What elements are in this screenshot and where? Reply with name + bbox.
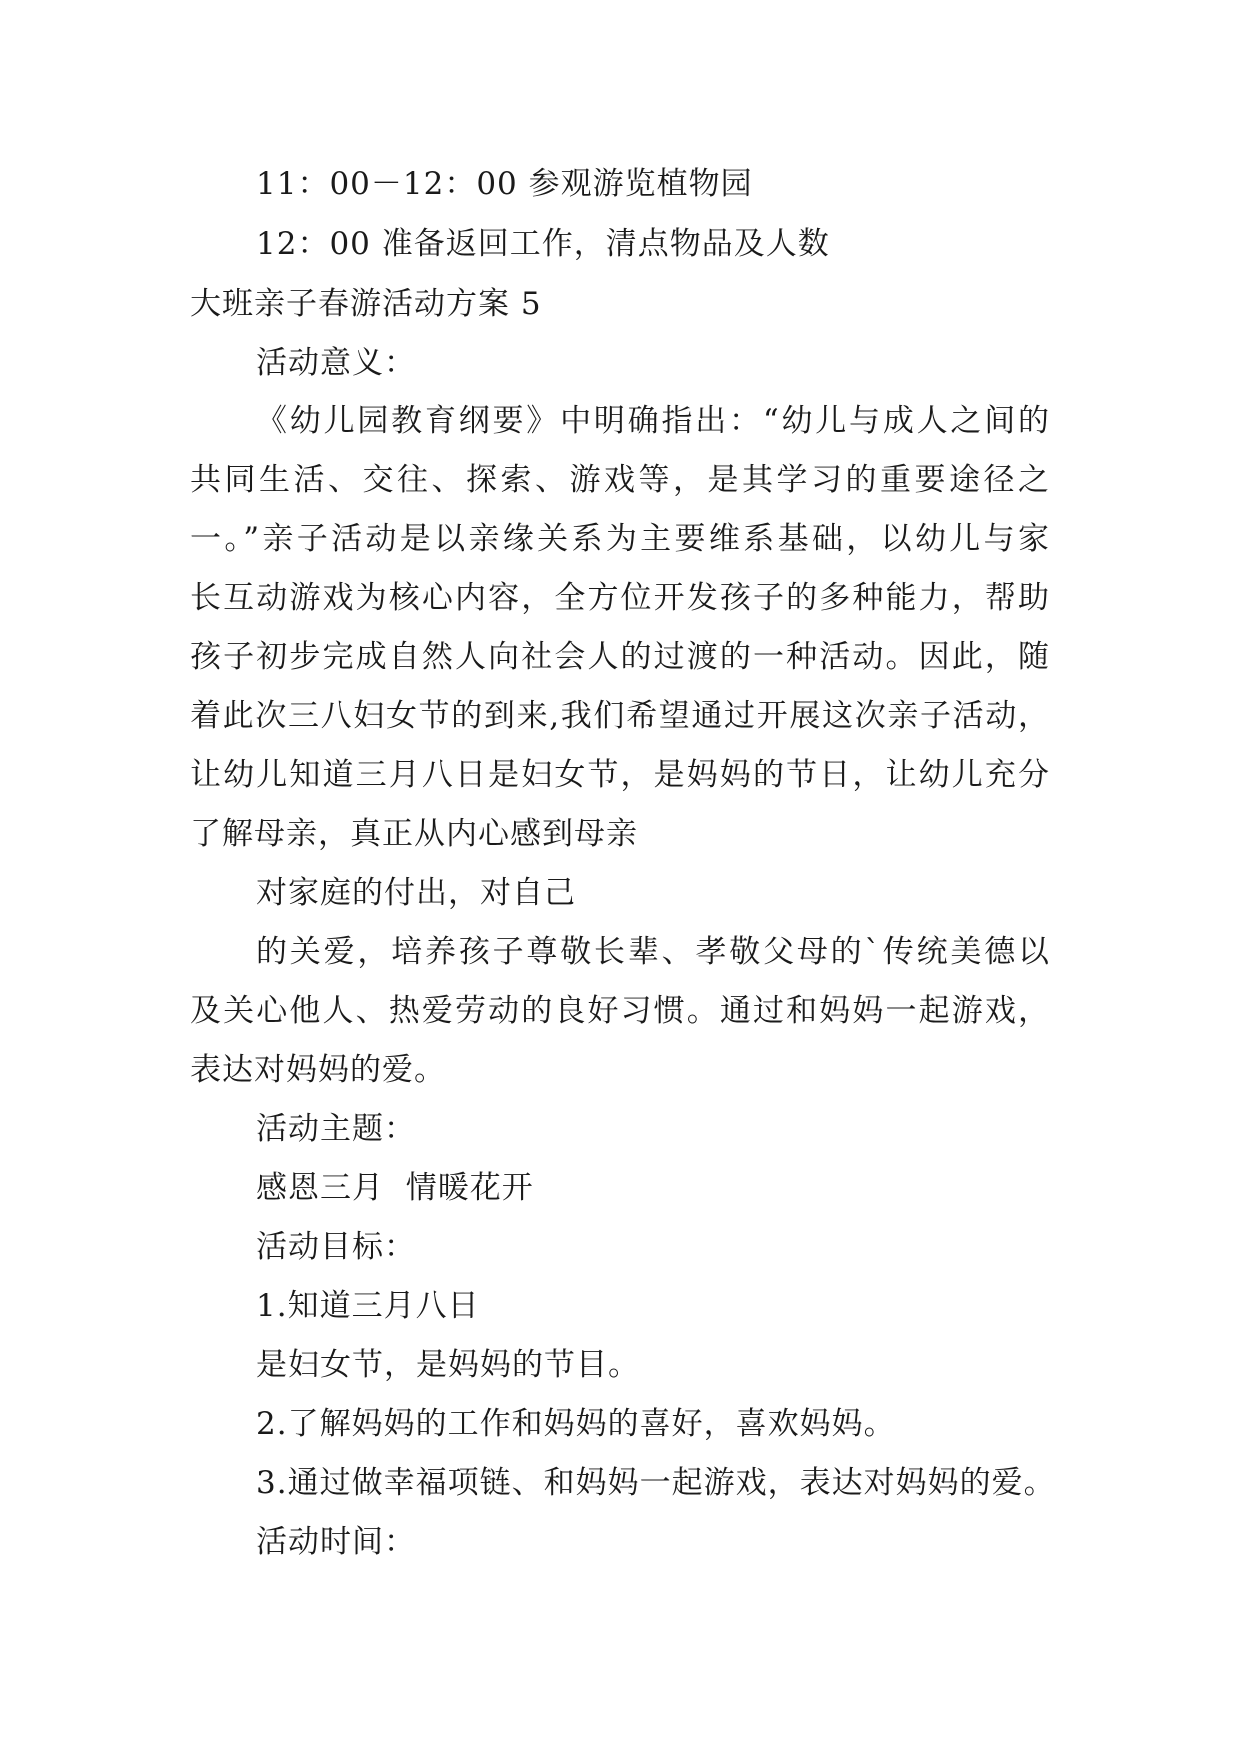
heading-activity-goals: 活动目标：	[256, 1229, 416, 1265]
heading-activity-time: 活动时间：	[256, 1524, 416, 1560]
paragraph-line: 长互动游戏为核心内容，全方位开发孩子的多种能力，帮助	[190, 580, 1050, 616]
goal-item-1a: 1.知道三月八日	[256, 1288, 480, 1324]
paragraph-line: 《幼儿园教育纲要》中明确指出：“幼儿与成人之间的	[256, 403, 1050, 439]
paragraph-line: 让幼儿知道三月八日是妇女节，是妈妈的节日，让幼儿充分	[190, 757, 1050, 793]
goal-item-1b: 是妇女节，是妈妈的节目。	[256, 1347, 640, 1383]
paragraph-line: 及关心他人、热爱劳动的良好习惯。通过和妈妈一起游戏，	[190, 993, 1050, 1029]
goal-item-3: 3.通过做幸福项链、和妈妈一起游戏，表达对妈妈的爱。	[256, 1465, 1056, 1501]
paragraph-line: 对家庭的付出，对自己	[256, 875, 576, 911]
schedule-line-1200: 12：00 准备返回工作，清点物品及人数	[256, 226, 830, 262]
paragraph-line: 表达对妈妈的爱。	[190, 1052, 446, 1088]
paragraph-line: 共同生活、交往、探索、游戏等，是其学习的重要途径之	[190, 462, 1050, 498]
paragraph-line: 孩子初步完成自然人向社会人的过渡的一种活动。因此，随	[190, 639, 1050, 675]
goal-item-2: 2.了解妈妈的工作和妈妈的喜好，喜欢妈妈。	[256, 1406, 896, 1442]
heading-activity-theme: 活动主题：	[256, 1111, 416, 1147]
heading-activity-meaning: 活动意义：	[256, 345, 416, 381]
paragraph-line: 一。”亲子活动是以亲缘关系为主要维系基础，以幼儿与家	[190, 521, 1050, 557]
schedule-line-1100: 11：00－12：00 参观游览植物园	[256, 166, 753, 202]
activity-theme-text: 感恩三月 情暖花开	[256, 1170, 534, 1206]
paragraph-line: 的关爱，培养孩子尊敬长辈、孝敬父母的`传统美德以	[256, 934, 1050, 970]
paragraph-line: 着此次三八妇女节的到来,我们希望通过开展这次亲子活动，	[190, 698, 1050, 734]
paragraph-line: 了解母亲，真正从内心感到母亲	[190, 816, 638, 852]
section-title: 大班亲子春游活动方案 5	[190, 286, 542, 322]
